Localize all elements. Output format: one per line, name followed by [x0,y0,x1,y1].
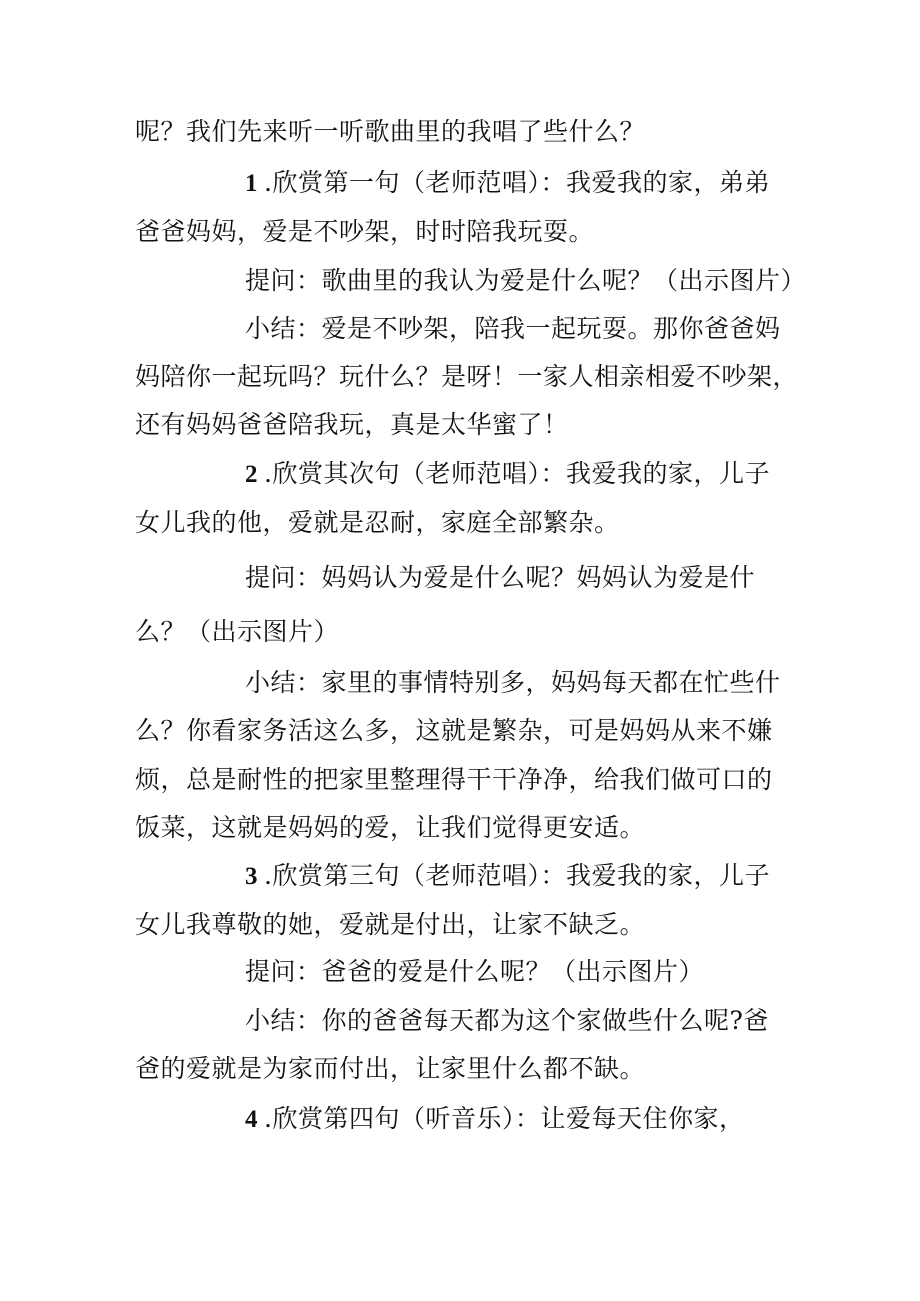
text-line: 小结：家里的事情特别多，妈妈每天都在忙些什 [245,668,781,697]
text-line: 饭菜，这就是妈妈的爱，让我们觉得更安适。 [135,813,646,842]
text-line: 妈陪你一起玩吗？玩什么？是呀！一家人相亲相爱不吵架， [135,362,799,391]
text-line: 烦，总是耐性的把家里整理得干干净净，给我们做可口的 [135,765,773,794]
text-line [245,1104,744,1135]
section-heading: .欣赏第四句（听音乐）：让爱每天住你家， [264,1104,745,1133]
text-line [245,861,770,892]
text-line: 小结：爱是不吵架，陪我一起玩耍。那你爸爸妈 [245,314,781,343]
section-number: 1 [245,170,258,197]
text-line: 爸的爱就是为家而付出，让家里什么都不缺。 [135,1054,646,1083]
text-line: 小结：你的爸爸每天都为这个家做些什么呢?爸 [245,1006,769,1035]
text-line: 爸爸妈妈，爱是不吵架，时时陪我玩耍。 [135,217,595,246]
text-line: 么？（出示图片） [135,617,340,646]
text-line: 还有妈妈爸爸陪我玩，真是太华蜜了！ [135,410,569,439]
section-number: 2 [245,461,258,488]
text-line: 女儿我的他，爱就是忍耐，家庭全部繁杂。 [135,508,620,537]
section-heading: .欣赏第三句（老师范唱）：我爱我的家，儿子 [264,861,770,890]
section-heading: .欣赏第一句（老师范唱）：我爱我的家，弟弟 [264,168,770,197]
text-line [245,459,770,490]
text-line: 女儿我尊敬的她，爱就是付出，让家不缺乏。 [135,910,646,939]
text-line: 呢？我们先来听一听歌曲里的我唱了些什么？ [135,117,646,146]
section-heading: .欣赏其次句（老师范唱）：我爱我的家，儿子 [264,459,770,488]
text-line: 提问：爸爸的爱是什么呢？（出示图片） [245,957,705,986]
text-line: 提问：妈妈认为爱是什么呢？妈妈认为爱是什 [245,563,756,592]
section-number: 3 [245,863,258,890]
text-line [245,168,770,199]
text-line: 提问：歌曲里的我认为爱是什么呢？（出示图片） [245,266,807,295]
text-line: 么？你看家务活这么多，这就是繁杂，可是妈妈从来不嫌 [135,716,773,745]
section-number: 4 [245,1106,258,1133]
